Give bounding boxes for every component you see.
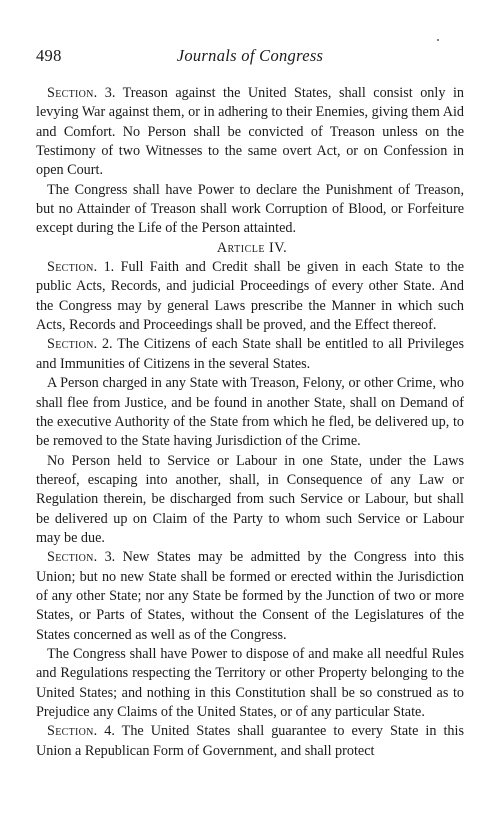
- paragraph-text: A Person charged in any State with Treason, Felony, or other Crime, who shall flee from Justice, and be found in another State, shall on Demand of the executive Authority of the State from which he fled, be delivered up, to be removed to the State having Jurisdiction of the Crime.: [36, 375, 464, 450]
- article-heading: Article IV.: [216, 239, 288, 256]
- paragraph-text: No Person held to Service or Labour in one State, under the Laws thereof, escaping into another, shall, in Consequence of any Law or Regulation therein, be discharged from such Service or Labour, but shall be delivered up on Claim of the Party to whom such Service or Labour may be due.: [36, 452, 464, 546]
- paragraph-text: . 2. The Citizens of each State shall be entitled to all Privileges and Immunities of Citizens in the several States.: [36, 336, 464, 372]
- paragraph-section-1-full-faith: [36, 258, 464, 335]
- section-lead: Section: [47, 723, 94, 740]
- section-lead: Section: [47, 259, 94, 276]
- paragraph-fugitive-labour: [36, 452, 464, 549]
- paragraph-section-3-new-states: [36, 548, 464, 645]
- paragraph-treason-punishment: [36, 181, 464, 239]
- paragraph-section-3-treason: [36, 84, 464, 181]
- paragraph-text: The Congress shall have Power to declare the Punishment of Treason, but no Attainder of Treason shall work Corruption of Blood, or Forfeiture except during the Life of the Person attainted.: [36, 181, 464, 237]
- page-number: 498: [36, 46, 62, 65]
- paragraph-text: . 3. Treason against the United States, shall consist only in levying War against them, or in adhering to their Enemies, giving them Aid and Comfort. No Person shall be convicted of Treason unless on the Testimony of two Witnesses to the same overt Act, or on Confession in open Court.: [36, 85, 464, 179]
- paragraph-text: The Congress shall have Power to dispose of and make all needful Rules and Regulations respecting the Territory or other Property belonging to the United States; and nothing in this Constitution shall be so construed as to Prejudice any Claims of the United States, or of any particular State.: [36, 645, 464, 720]
- section-lead: Section: [47, 85, 94, 101]
- paragraph-section-4-guarantee: [36, 722, 464, 761]
- paragraph-section-2-citizens: [36, 335, 464, 374]
- paragraph-text: . 4. The United States shall guarantee to every State in this Union a Republican Form of Government, and shall protect: [36, 723, 464, 759]
- print-speck: [437, 39, 439, 41]
- section-lead: Section: [47, 336, 94, 353]
- paragraph-text: . 3. New States may be admitted by the Congress into this Union; but no new State shall be formed or erected within the Jurisdiction of any other State; nor any State be formed by the Junction of two or more States, or Parts of States, without the Consent of the Legislatures of the States concerned as well as of the Congress.: [36, 549, 464, 643]
- page-header: [36, 46, 464, 70]
- paragraph-text: . 1. Full Faith and Credit shall be given in each State to the public Acts, Records, and judicial Proceedings of every other State. And the Congress may by general Laws prescribe the Manner in which such Acts, Records and Proceedings shall be proved, and the Effect thereof.: [36, 259, 464, 334]
- running-title: Journals of Congress: [176, 46, 324, 65]
- body-text: [36, 84, 464, 761]
- paragraph-extradition: [36, 374, 464, 451]
- section-lead: Section: [47, 549, 94, 566]
- paragraph-territory: [36, 645, 464, 722]
